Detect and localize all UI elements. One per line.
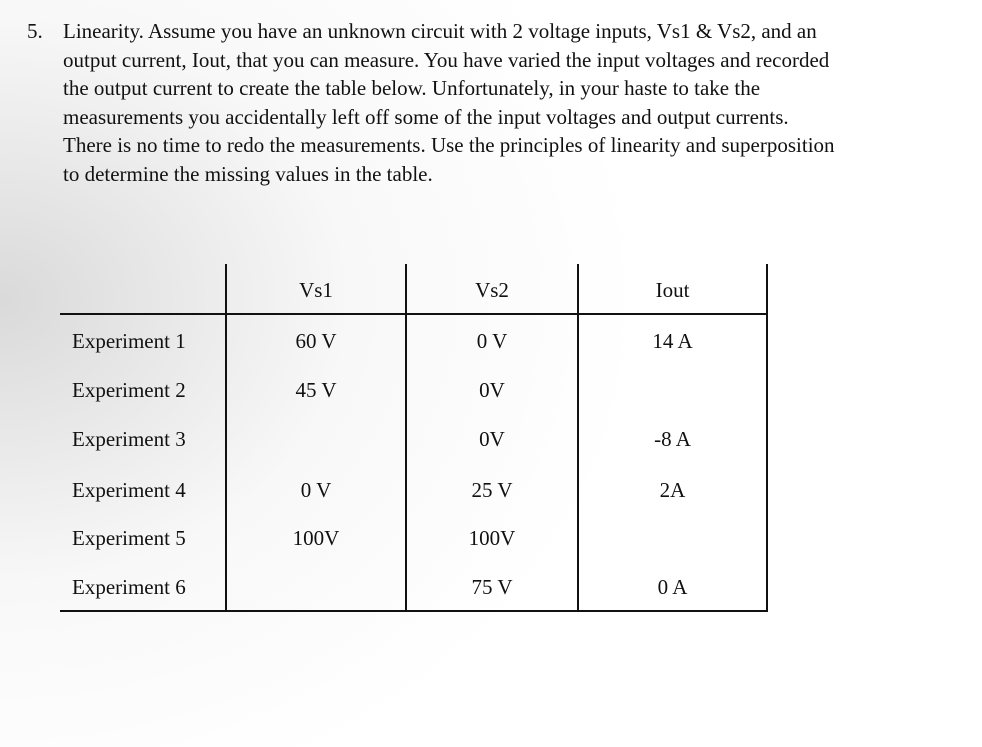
problem-line: to determine the missing values in the table. — [63, 161, 433, 186]
row-label: Experiment 3 — [72, 427, 186, 451]
header-vs1: Vs1 — [299, 278, 333, 302]
row-label: Experiment 1 — [72, 329, 186, 353]
header-iout: Iout — [655, 278, 690, 302]
cell-iout: 14 A — [652, 329, 693, 353]
table-divider-vertical — [225, 264, 227, 612]
cell-vs2: 0V — [479, 427, 505, 451]
header-vs2: Vs2 — [475, 278, 509, 302]
cell-vs1: 60 V — [295, 329, 337, 353]
cell-vs2: 25 V — [471, 478, 513, 502]
cell-vs1: 45 V — [295, 378, 337, 402]
cell-vs1: 0 V — [300, 478, 332, 502]
problem-number: 5. — [27, 19, 43, 43]
cell-iout: 0 A — [657, 575, 688, 599]
problem-line: Linearity. Assume you have an unknown circuit with 2 voltage inputs, Vs1 & Vs2, and an — [63, 19, 817, 43]
cell-iout: -8 A — [654, 427, 691, 451]
problem-line: There is no time to redo the measurements. Use the principles of linearity and superposition — [63, 133, 835, 158]
problem-line: the output current to create the table below. Unfortunately, in your haste to take the — [63, 76, 761, 101]
row-label: Experiment 5 — [72, 526, 186, 550]
table-bottom-rule — [60, 610, 768, 612]
cell-iout: 2A — [659, 478, 686, 502]
cell-vs2: 0V — [479, 378, 505, 402]
cell-vs2: 0 V — [476, 329, 508, 353]
table-header-rule — [60, 313, 768, 315]
problem-line: measurements you accidentally left off some of the input voltages and output currents. — [63, 104, 789, 129]
problem-text — [63, 17, 927, 189]
row-label: Experiment 4 — [72, 478, 186, 502]
row-label: Experiment 2 — [72, 378, 186, 402]
table-divider-vertical — [766, 264, 768, 612]
cell-vs2: 75 V — [471, 575, 513, 599]
cell-vs1: 100V — [292, 526, 340, 550]
problem-line: output current, Iout, that you can measure. You have varied the input voltages and recorded — [63, 47, 830, 72]
cell-vs2: 100V — [468, 526, 516, 550]
problem-statement — [27, 17, 927, 189]
row-label: Experiment 6 — [72, 575, 186, 599]
